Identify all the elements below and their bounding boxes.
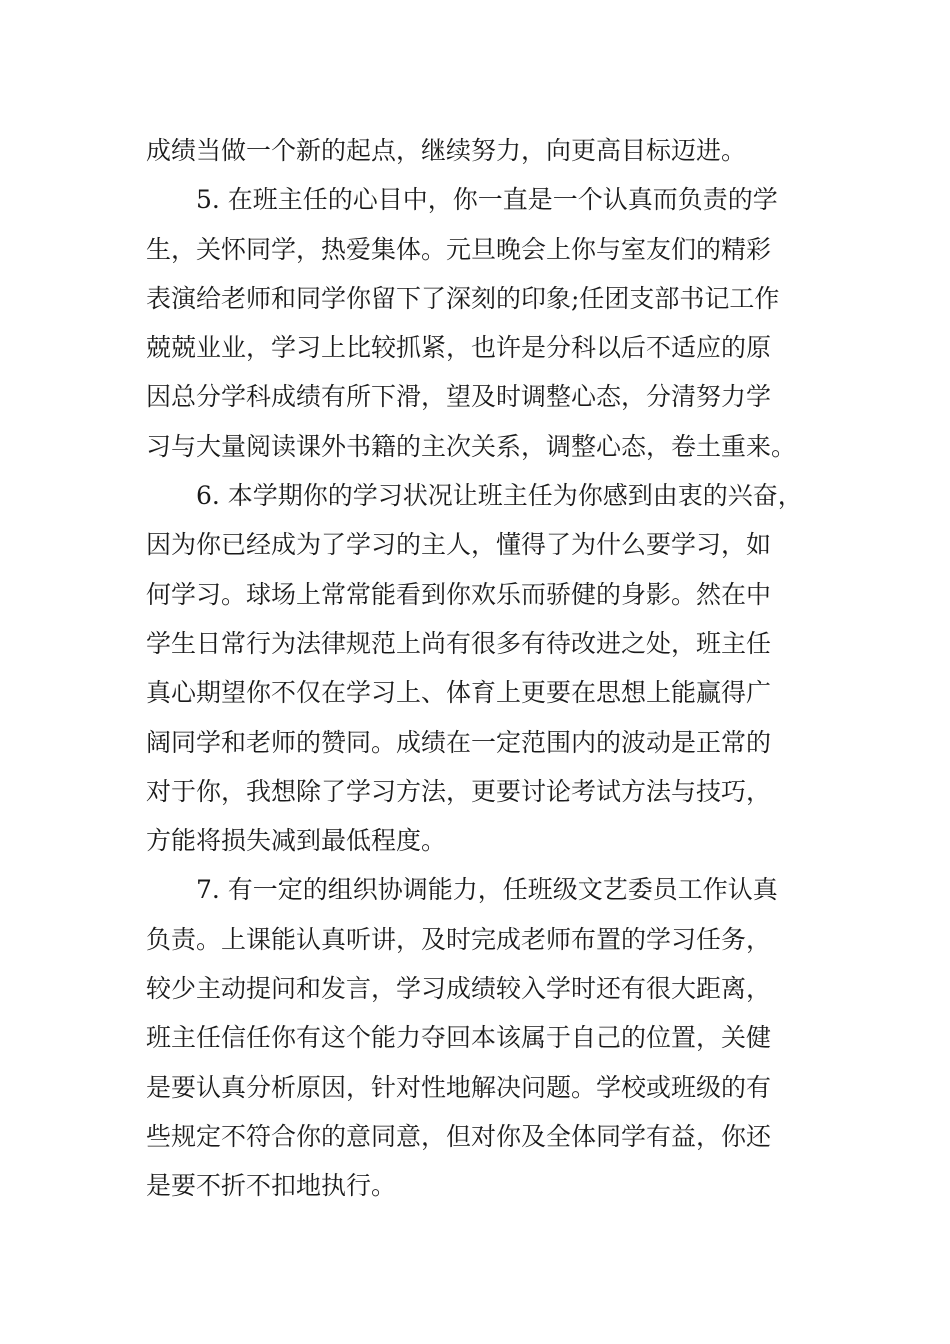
text-line: 学生日常行为法律规范上尚有很多有待改进之处，班主任	[146, 628, 772, 658]
text-line: 些规定不符合你的意同意，但对你及全体同学有益，你还	[146, 1121, 772, 1151]
text-line: 阔同学和老师的赞同。成绩在一定范围内的波动是正常的	[146, 727, 772, 757]
text-line: 方能将损失减到最低程度。	[146, 826, 447, 856]
text-line: 成绩当做一个新的起点，继续努力，向更高目标迈进。	[146, 136, 747, 165]
text-line: 班主任信任你有这个能力夺回本该属于自己的位置，关健	[146, 1023, 772, 1053]
document-body	[146, 126, 826, 1211]
text-line: 负责。上课能认真听讲，及时完成老师布置的学习任务，	[146, 924, 772, 954]
text-line: 何学习。球场上常常能看到你欢乐而骄健的身影。然在中	[146, 579, 772, 609]
text-line: 兢兢业业，学习上比较抓紧，也许是分科以后不适应的原	[146, 333, 772, 363]
text-line: 真心期望你不仅在学习上、体育上更要在思想上能赢得广	[146, 678, 772, 708]
text-line: 生，关怀同学，热爱集体。元旦晚会上你与室友们的精彩	[146, 234, 772, 264]
paragraph-6-first-line: 6. 本学期你的学习状况让班主任为你感到由衷的兴奋，	[196, 481, 803, 511]
text-line: 对于你，我想除了学习方法，更要讨论考试方法与技巧，	[146, 776, 772, 806]
paragraph-7-first-line: 7. 有一定的组织协调能力，任班级文艺委员工作认真	[196, 875, 778, 905]
text-line: 是要认真分析原因，针对性地解决问题。学校或班级的有	[146, 1072, 772, 1102]
text-line: 表演给老师和同学你留下了深刻的印象;任团支部书记工作	[146, 283, 780, 313]
text-line: 较少主动提问和发言，学习成绩较入学时还有很大距离，	[146, 974, 772, 1004]
paragraph-5-first-line: 5. 在班主任的心目中，你一直是一个认真而负责的学	[196, 185, 778, 215]
text-line: 是要不折不扣地执行。	[146, 1171, 397, 1201]
text-line: 因总分学科成绩有所下滑，望及时调整心态，分清努力学	[146, 382, 772, 412]
text-line: 因为你已经成为了学习的主人，懂得了为什么要学习，如	[146, 530, 772, 560]
text-line: 习与大量阅读课外书籍的主次关系，调整心态，卷土重来。	[146, 431, 797, 461]
